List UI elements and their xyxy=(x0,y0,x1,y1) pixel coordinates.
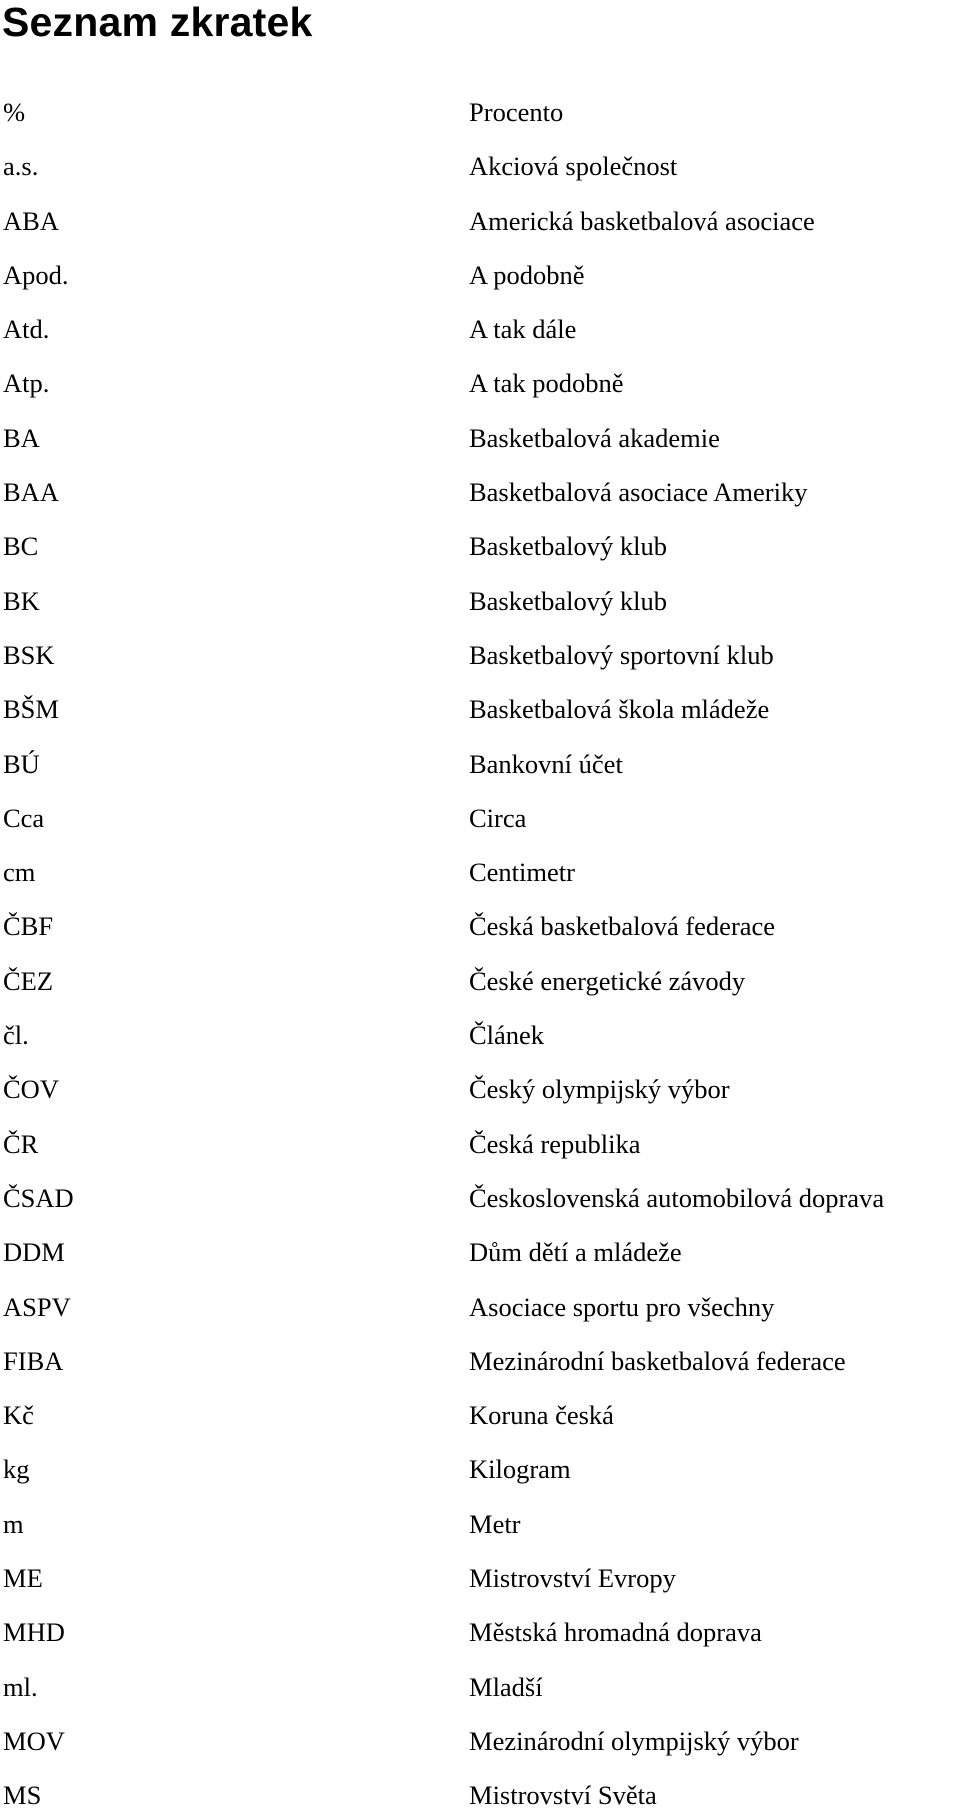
abbreviation-term: Kč xyxy=(3,1400,34,1431)
abbreviation-term: BAA xyxy=(3,477,59,508)
abbreviation-row xyxy=(0,1292,960,1346)
abbreviation-term: ČOV xyxy=(3,1074,59,1105)
abbreviation-term: MHD xyxy=(3,1617,65,1648)
abbreviation-row xyxy=(0,368,960,422)
abbreviation-row xyxy=(0,1563,960,1617)
abbreviation-meaning: Americká basketbalová asociace xyxy=(469,205,815,236)
abbreviation-row xyxy=(0,803,960,857)
abbreviation-row xyxy=(0,911,960,965)
abbreviation-term: BÚ xyxy=(3,748,40,779)
abbreviation-list xyxy=(0,97,960,1809)
abbreviation-meaning: Článek xyxy=(469,1020,545,1051)
abbreviation-row xyxy=(0,206,960,260)
abbreviation-term: čl. xyxy=(3,1020,29,1051)
abbreviation-term: Atp. xyxy=(3,368,50,399)
abbreviation-row xyxy=(0,1726,960,1780)
abbreviation-term: FIBA xyxy=(3,1345,64,1376)
abbreviation-term: ASPV xyxy=(3,1291,71,1322)
abbreviation-row xyxy=(0,260,960,314)
abbreviation-term: Apod. xyxy=(3,259,69,290)
abbreviation-term: ČR xyxy=(3,1128,39,1159)
abbreviation-row xyxy=(0,423,960,477)
abbreviation-term: ml. xyxy=(3,1671,38,1702)
abbreviation-row xyxy=(0,1780,960,1809)
abbreviation-meaning: Koruna česká xyxy=(469,1400,614,1431)
abbreviation-term: BŠM xyxy=(3,694,59,725)
abbreviation-meaning: Československá automobilová doprava xyxy=(469,1182,885,1213)
abbreviation-row xyxy=(0,694,960,748)
abbreviation-term: ČEZ xyxy=(3,965,54,996)
abbreviation-row xyxy=(0,1183,960,1237)
abbreviation-meaning: A tak dále xyxy=(469,314,577,345)
abbreviation-term: ČSAD xyxy=(3,1182,74,1213)
abbreviation-meaning: Městská hromadná doprava xyxy=(469,1617,762,1648)
abbreviation-row xyxy=(0,1509,960,1563)
abbreviation-row xyxy=(0,966,960,1020)
abbreviation-meaning: Procento xyxy=(469,97,564,127)
abbreviation-meaning: Kilogram xyxy=(469,1454,571,1485)
abbreviation-term: a.s. xyxy=(3,151,39,182)
abbreviation-row xyxy=(0,1237,960,1291)
abbreviation-meaning: Bankovní účet xyxy=(469,748,623,779)
abbreviation-meaning: Mezinárodní olympijský výbor xyxy=(469,1725,799,1756)
abbreviation-row xyxy=(0,1074,960,1128)
abbreviation-row xyxy=(0,1454,960,1508)
abbreviation-meaning: Český olympijský výbor xyxy=(469,1074,730,1105)
abbreviation-meaning: Basketbalový sportovní klub xyxy=(469,639,774,670)
abbreviation-row xyxy=(0,857,960,911)
abbreviation-row xyxy=(0,151,960,205)
abbreviation-meaning: Basketbalová škola mládeže xyxy=(469,694,770,725)
abbreviation-row xyxy=(0,1617,960,1671)
abbreviation-term: Atd. xyxy=(3,314,50,345)
abbreviation-row xyxy=(0,1672,960,1726)
abbreviation-row xyxy=(0,1346,960,1400)
abbreviation-term: ČBF xyxy=(3,911,54,942)
page-title: Seznam zkratek xyxy=(2,0,313,45)
abbreviation-term: ABA xyxy=(3,205,59,236)
abbreviation-row xyxy=(0,314,960,368)
abbreviation-term: BK xyxy=(3,585,40,616)
abbreviation-row xyxy=(0,1400,960,1454)
abbreviation-meaning: Mladší xyxy=(469,1671,543,1702)
abbreviation-term: MOV xyxy=(3,1725,65,1756)
abbreviation-meaning: A tak podobně xyxy=(469,368,624,399)
abbreviation-meaning: Basketbalová asociace Ameriky xyxy=(469,477,808,508)
abbreviation-meaning: Mistrovství Světa xyxy=(469,1780,657,1809)
abbreviation-meaning: Akciová společnost xyxy=(469,151,678,182)
abbreviation-meaning: Dům dětí a mládeže xyxy=(469,1237,682,1268)
abbreviation-row xyxy=(0,640,960,694)
abbreviation-row xyxy=(0,477,960,531)
abbreviation-meaning: Mistrovství Evropy xyxy=(469,1563,676,1594)
abbreviation-meaning: Centimetr xyxy=(469,857,575,888)
abbreviation-meaning: Basketbalová akademie xyxy=(469,422,720,453)
abbreviation-term: ME xyxy=(3,1563,43,1594)
abbreviation-term: BSK xyxy=(3,639,55,670)
abbreviation-meaning: Česká basketbalová federace xyxy=(469,911,776,942)
abbreviation-meaning: Asociace sportu pro všechny xyxy=(469,1291,775,1322)
abbreviation-term: Cca xyxy=(3,802,45,833)
abbreviation-meaning: Mezinárodní basketbalová federace xyxy=(469,1345,846,1376)
abbreviation-term: BC xyxy=(3,531,39,562)
abbreviation-row xyxy=(0,1020,960,1074)
abbreviation-term: % xyxy=(3,97,26,127)
abbreviation-row xyxy=(0,586,960,640)
abbreviation-row xyxy=(0,749,960,803)
abbreviation-row xyxy=(0,1129,960,1183)
abbreviation-meaning: Circa xyxy=(469,802,527,833)
abbreviation-meaning: Metr xyxy=(469,1508,521,1539)
abbreviation-term: MS xyxy=(3,1780,42,1809)
abbreviation-meaning: Česká republika xyxy=(469,1128,641,1159)
abbreviation-term: kg xyxy=(3,1454,30,1485)
abbreviation-term: BA xyxy=(3,422,40,453)
abbreviation-meaning: Basketbalový klub xyxy=(469,585,667,616)
abbreviation-term: cm xyxy=(3,857,36,888)
abbreviation-term: DDM xyxy=(3,1237,65,1268)
abbreviation-row xyxy=(0,97,960,151)
abbreviation-row xyxy=(0,531,960,585)
abbreviation-meaning: České energetické závody xyxy=(469,965,746,996)
abbreviation-meaning: A podobně xyxy=(469,259,585,290)
abbreviation-term: m xyxy=(3,1508,24,1539)
abbreviation-meaning: Basketbalový klub xyxy=(469,531,667,562)
